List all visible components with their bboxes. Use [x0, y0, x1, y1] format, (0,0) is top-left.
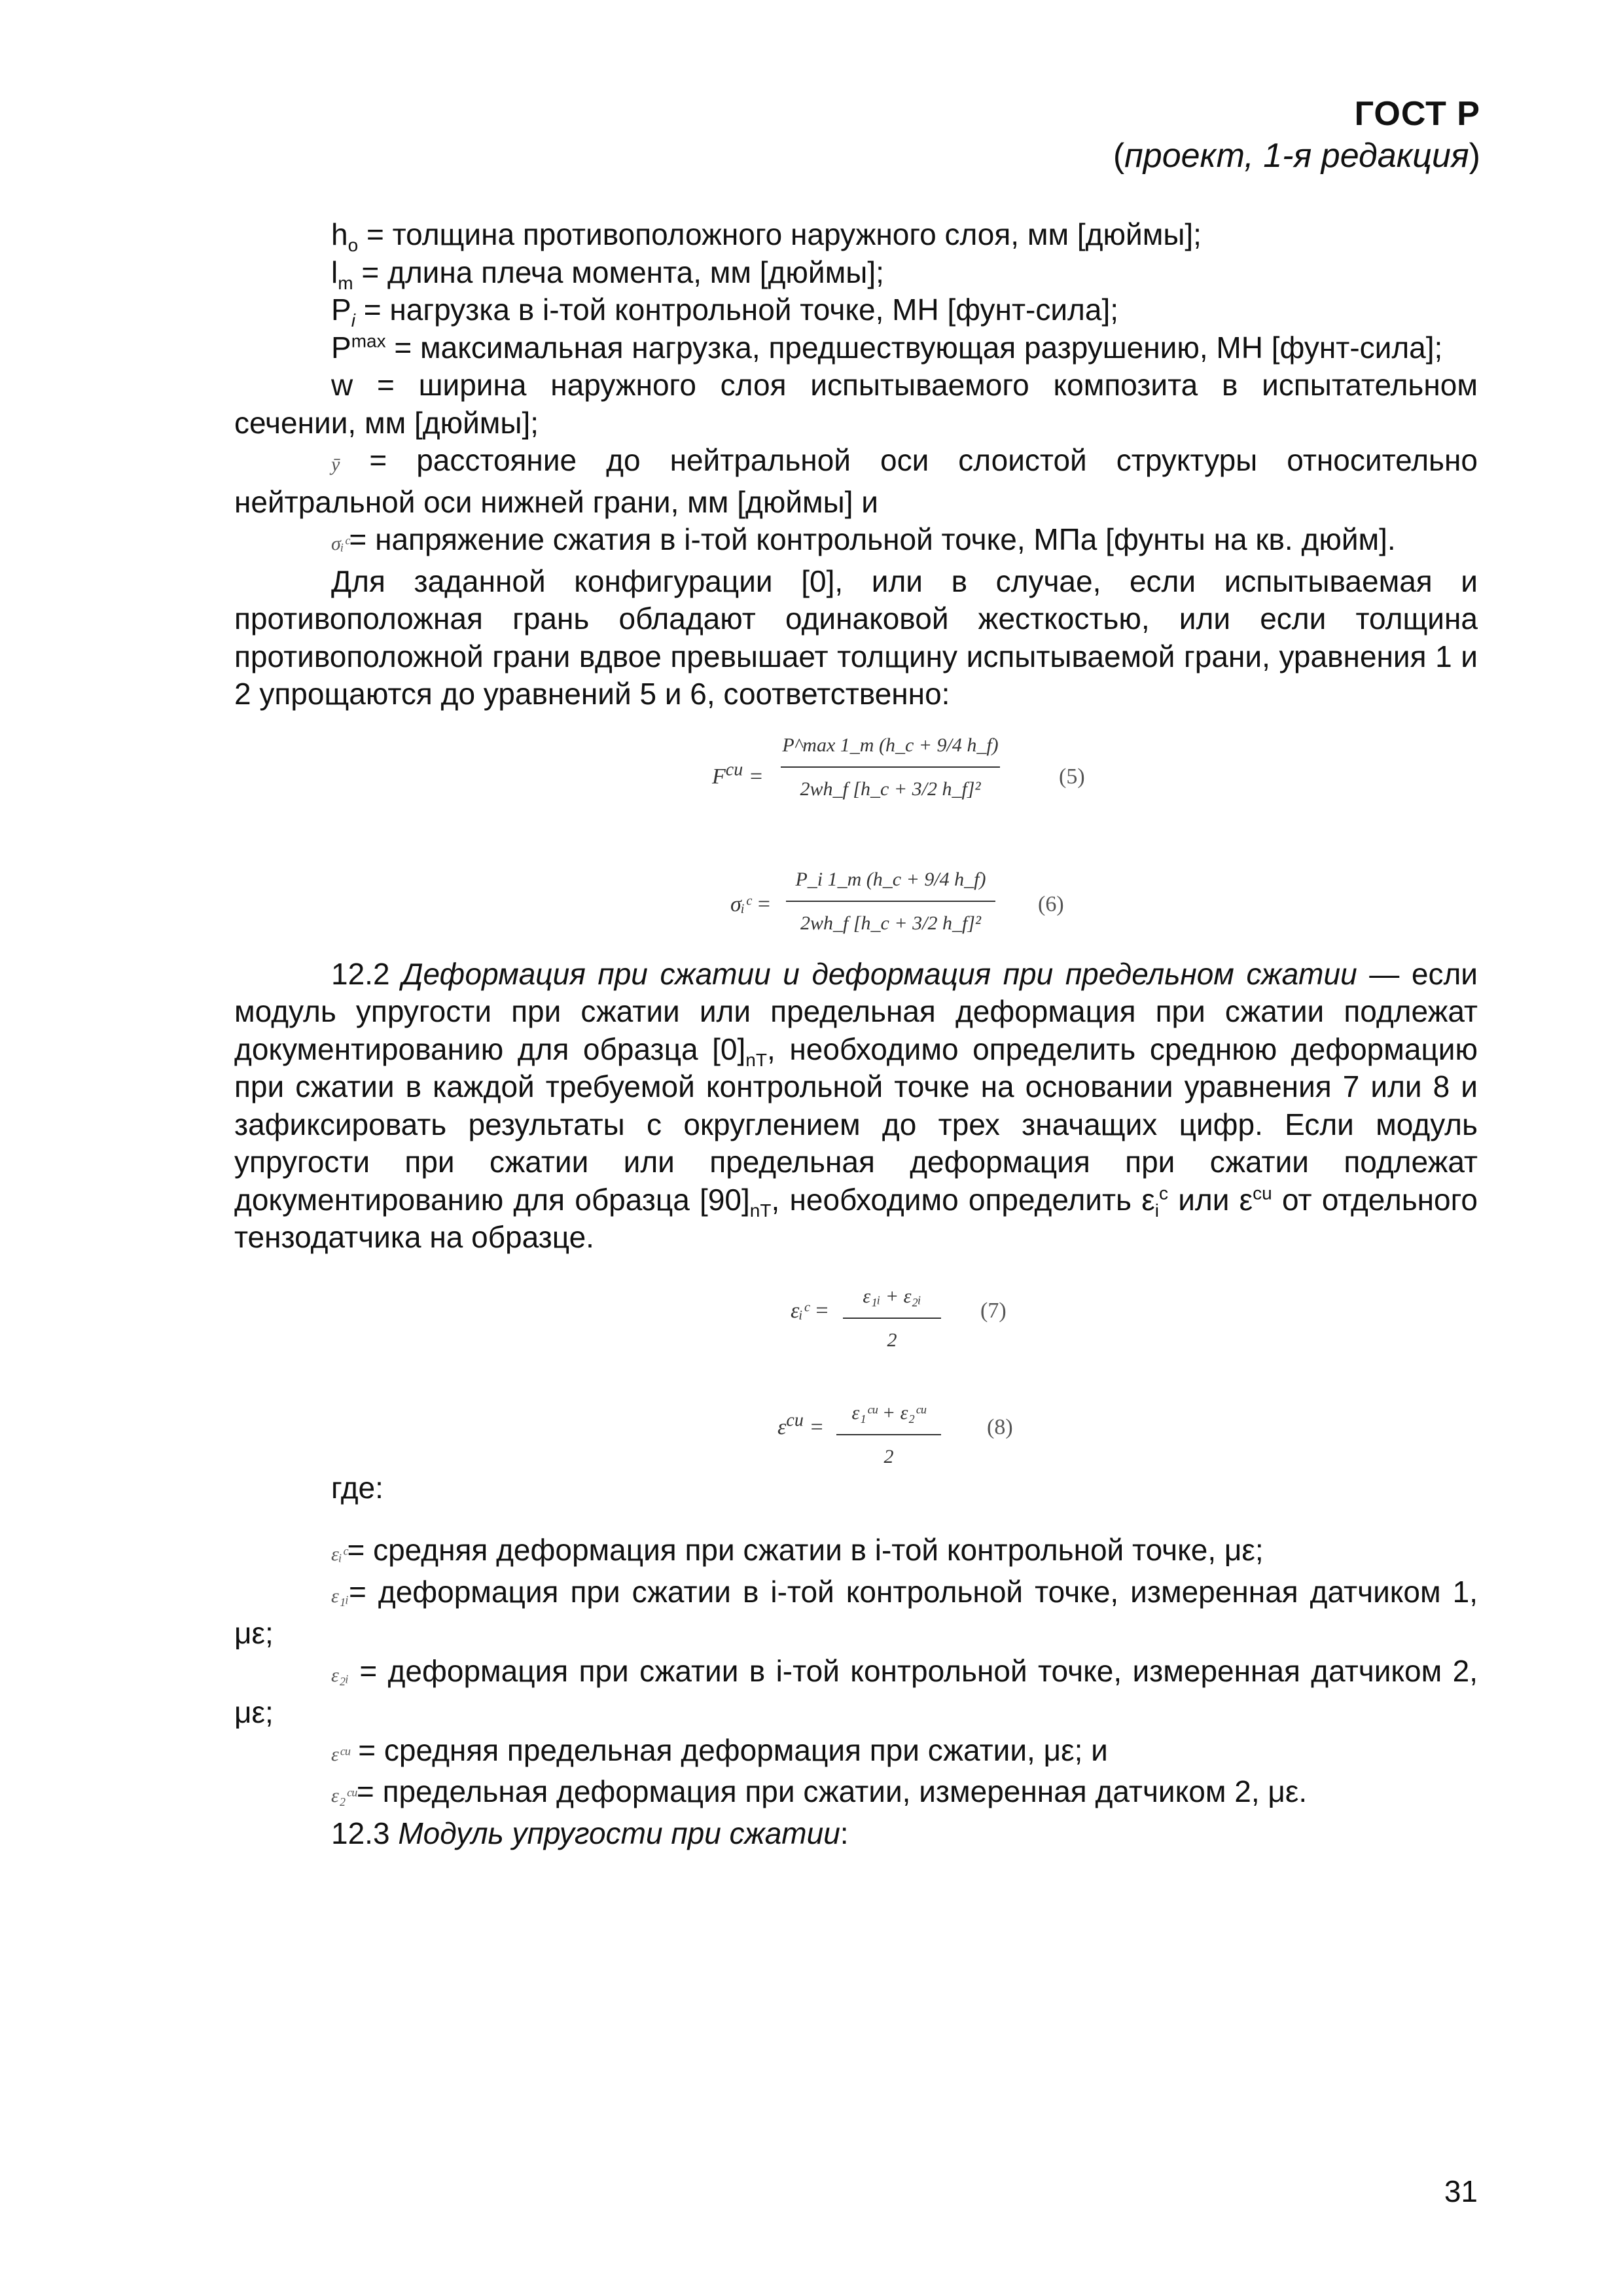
document-header [1113, 93, 1480, 177]
eq5-denominator: 2wh_f [h_c + 3/2 h_f]² [800, 778, 981, 800]
def-eps-cu: εᶜᵘ = средняя предельная деформация при сжатии, με; и [331, 1732, 1108, 1767]
paragraph-simplification: Для заданной конфигурации [0], или в случае, если испытываемая и противоположная грань обладают одинаковой жесткостью, или если толщина противоположной грани вдвое превышает толщину испытываемой грани, уравнения 1 и 2 упрощаются до уравнений 5 и 6, соответственно: [234, 564, 1478, 711]
def-pmax: $P^{max}$ = максимальная нагрузка, предшествующая разрушению, МН [фунт-сила]; [331, 330, 1443, 365]
eq7-label: (7) [980, 1298, 1007, 1323]
body-text [234, 216, 1478, 1852]
def-eps-2i: ε₂ᵢ = деформация при сжатии в i-той контрольной точке, измеренная датчиком 2, με; [234, 1653, 1478, 1729]
standard-title: ГОСТ Р [1354, 95, 1480, 133]
where-label: где: [331, 1470, 383, 1505]
eq7-numerator: ε₁ᵢ + ε₂ᵢ [863, 1285, 921, 1307]
section-12-3-title: Модуль упругости при сжатии [398, 1816, 840, 1850]
eq6-numerator: P_i 1_m (h_c + 9/4 h_f) [795, 868, 986, 890]
eq5-numerator: P^max 1_m (h_c + 9/4 h_f) [782, 734, 999, 756]
def-lm: $l_m$ = длина плеча момента, мм [дюймы]; [331, 255, 884, 293]
def-eps-1i: ε₁ᵢ= деформация при сжатии в i-той контрольной точке, измеренная датчиком 1, με; [234, 1574, 1478, 1650]
def-eps-ic: εᵢᶜ= средняя деформация при сжатии в i-той контрольной точке, με; [331, 1533, 1264, 1567]
equation-5: $F^{cu}$ = P^max 1_m (h_c + 9/4 h_f) 2wh_f [h_c + 3/2 h_f]² (5) [234, 713, 1478, 828]
eq7-denominator: 2 [887, 1329, 897, 1351]
equation-6: σᵢᶜ = P_i 1_m (h_c + 9/4 h_f) 2wh_f [h_c + 3/2 h_f]² (6) [234, 828, 1478, 942]
eq5-label: (5) [1059, 764, 1085, 789]
def-sigma: σᵢᶜ= напряжение сжатия в i-той контрольной точке, МПа [фунты на кв. дюйм]. [331, 522, 1396, 556]
eq8-numerator: ε₁ᶜᵘ + ε₂ᶜᵘ [851, 1401, 926, 1424]
def-w: w = ширина наружного слоя испытываемого композита в испытательном сечении, мм [дюймы]; [234, 368, 1478, 440]
eq6-label: (6) [1038, 891, 1064, 916]
def-ho: $h_o$ = толщина противоположного наружного слоя, мм [дюймы]; [331, 217, 1202, 256]
def-eps-2cu: ε₂ᶜᵘ= предельная деформация при сжатии, измеренная датчиком 2, με. [331, 1774, 1308, 1808]
section-12-2: 12.2 Деформация при сжатии и деформация при предельном сжатии — если модуль упругости при сжатии или предельная деформация при сжатии подлежат документированию для образца $[0]_{nT}$, необходимо определить среднюю деформацию при сжатии в каждой требуемой контрольной точке на основании уравнения 7 или 8 и зафиксировать результаты с округлением до трех значащих цифр. Если модуль упругости при сжатии или предельная деформация при сжатии подлежат документированию для образца $[90]_{nT}$, необходимо определить $\varepsilon_i^c$ или $\varepsilon^{cu}$ от отдельного тензодатчика на образце. [234, 956, 1478, 1254]
eq6-denominator: 2wh_f [h_c + 3/2 h_f]² [800, 912, 981, 934]
eq8-label: (8) [987, 1414, 1013, 1439]
section-12-2-title: Деформация при сжатии и деформация при предельном сжатии [402, 956, 1357, 991]
eq8-denominator: 2 [883, 1446, 894, 1467]
equation-8: $\varepsilon^{cu}$ = ε₁ᶜᵘ + ε₂ᶜᵘ 2 (8) [234, 1355, 1478, 1463]
def-ybar: ȳ = расстояние до нейтральной оси слоистой структуры относительно нейтральной оси нижней грани, мм [дюймы] и [234, 443, 1478, 519]
def-pi: $P_i$ = нагрузка в i-той контрольной точке, МН [фунт-сила]; [331, 293, 1119, 331]
page-number: 31 [1444, 2174, 1478, 2208]
equation-7: εᵢᶜ = ε₁ᵢ + ε₂ᵢ 2 (7) [234, 1257, 1478, 1355]
edition-subtitle: (проект, 1-я редакция) [1113, 137, 1480, 175]
section-12-3: 12.3 Модуль упругости при сжатии: [331, 1816, 849, 1850]
